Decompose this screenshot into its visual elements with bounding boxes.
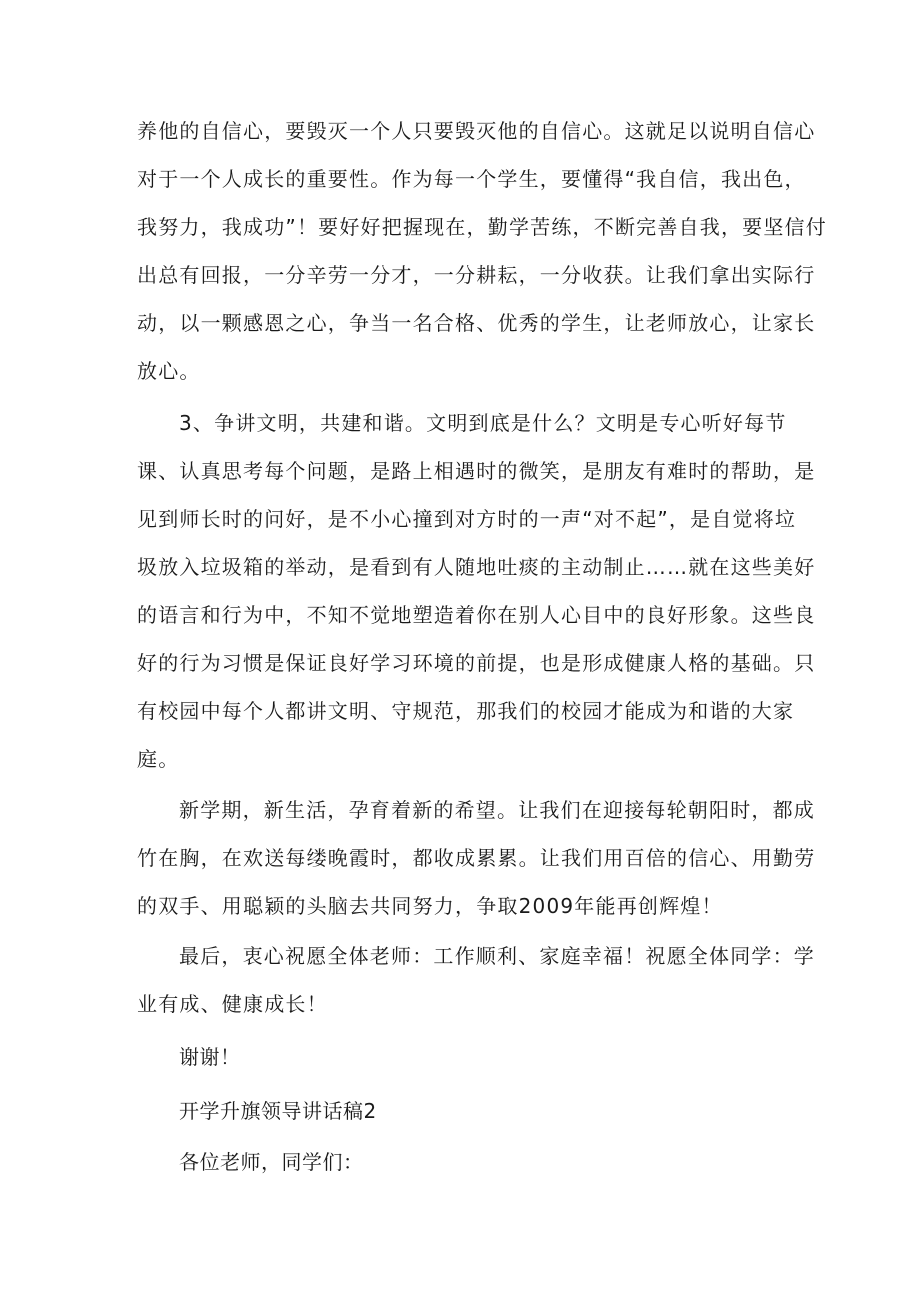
paragraph-2-line-6: 好的行为习惯是保证良好学习环境的前提，也是形成健康人格的基础。只 (137, 651, 816, 675)
paragraph-1-line-4: 出总有回报，一分辛劳一分才，一分耕耘，一分收获。让我们拿出实际行 (137, 263, 816, 287)
paragraph-3-line-2: 竹在胸，在欢送每缕晚霞时，都收成累累。让我们用百倍的信心、用勤劳 (137, 846, 816, 870)
paragraph-2-line-1: 3、争讲文明，共建和谐。文明到底是什么？文明是专心听好每节 (179, 411, 787, 435)
paragraph-3-line-3: 的双手、用聪颖的头脑去共同努力，争取2009年能再创辉煌！ (137, 894, 723, 918)
paragraph-2-line-3: 见到师长时的问好，是不小心撞到对方时的一声“对不起”，是自觉将垃 (137, 507, 797, 531)
paragraph-1-line-6: 放心。 (137, 359, 201, 383)
paragraph-3-line-1: 新学期，新生活，孕育着新的希望。让我们在迎接每轮朝阳时，都成 (179, 798, 815, 822)
thanks-line: 谢谢！ (179, 1045, 241, 1069)
paragraph-2-line-7: 有校园中每个人都讲文明、守规范，那我们的校园才能成为和谐的大家 (137, 699, 795, 723)
paragraph-4-line-2: 业有成、健康成长！ (137, 992, 328, 1016)
paragraph-1-line-2: 对于一个人成长的重要性。作为每一个学生，要懂得“我自信，我出色， (137, 167, 806, 191)
paragraph-4-line-1: 最后，衷心祝愿全体老师：工作顺利、家庭幸福！祝愿全体同学：学 (179, 944, 815, 968)
paragraph-2-line-8: 庭。 (137, 747, 180, 771)
paragraph-1-line-1: 养他的自信心，要毁灭一个人只要毁灭他的自信心。这就足以说明自信心 (137, 119, 816, 143)
paragraph-2-line-4: 圾放入垃圾箱的举动，是看到有人随地吐痰的主动制止……就在这些美好 (137, 555, 816, 579)
paragraph-2-line-2: 课、认真思考每个问题，是路上相遇时的微笑，是朋友有难时的帮助，是 (137, 459, 816, 483)
paragraph-1-line-5: 动，以一颗感恩之心，争当一名合格、优秀的学生，让老师放心，让家长 (137, 311, 816, 335)
paragraph-1-line-3: 我努力，我成功”！要好好把握现在，勤学苦练，不断完善自我，要坚信付 (137, 215, 827, 239)
salutation: 各位老师，同学们： (179, 1150, 364, 1174)
section-title: 开学升旗领导讲话稿2 (179, 1099, 377, 1123)
paragraph-2-line-5: 的语言和行为中，不知不觉地塑造着你在别人心目中的良好形象。这些良 (137, 603, 816, 627)
